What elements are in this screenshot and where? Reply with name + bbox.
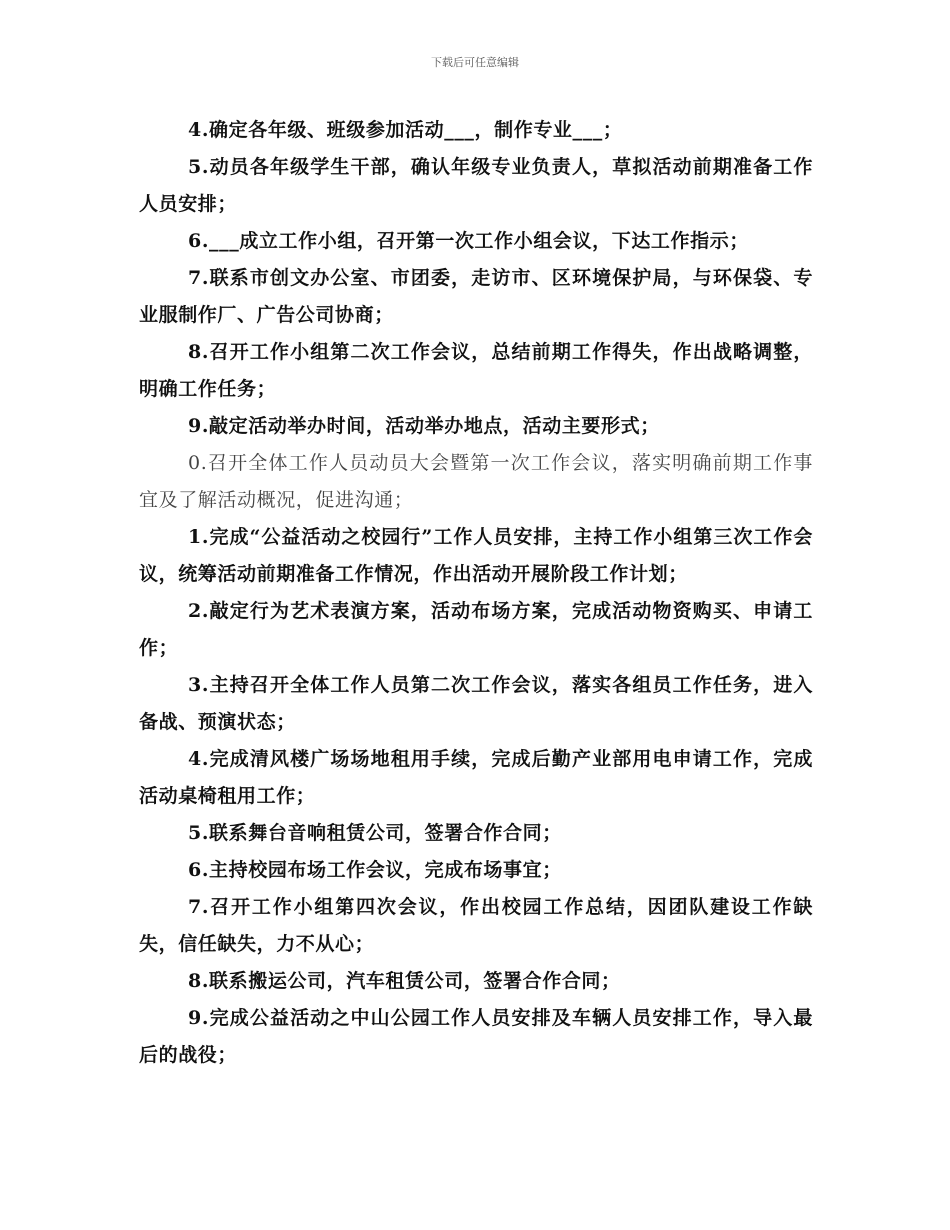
paragraph: 4.完成清风楼广场场地租用手续，完成后勤产业部用电申请工作，完成活动桌椅租用工作； [139, 748, 813, 807]
paragraph: 4.确定各年级、班级参加活动___，制作专业___； [188, 119, 623, 141]
paragraph: 9.敲定活动举办时间，活动举办地点，活动主要形式； [188, 415, 660, 437]
paragraph: 8.召开工作小组第二次工作会议，总结前期工作得失，作出战略调整，明确工作任务； [139, 341, 813, 400]
paragraph: 7.召开工作小组第四次会议，作出校园工作总结，因团队建设工作缺失，信任缺失，力不从心； [139, 896, 813, 955]
paragraph: 7.联系市创文办公室、市团委，走访市、区环境保护局，与环保袋、专业服制作厂、广告公司协商； [139, 267, 813, 326]
paragraph: 1.完成“公益活动之校园行”工作人员安排，主持工作小组第三次工作会议，统筹活动前期准备工作情况，作出活动开展阶段工作计划； [139, 526, 813, 585]
paragraph: 2.敲定行为艺术表演方案，活动布场方案，完成活动物资购买、申请工作； [139, 600, 813, 659]
paragraph: 5.动员各年级学生干部，确认年级专业负责人，草拟活动前期准备工作人员安排； [139, 156, 813, 215]
paragraph: 9.完成公益活动之中山公园工作人员安排及车辆人员安排工作，导入最后的战役； [139, 1007, 813, 1066]
paragraph: 0.召开全体工作人员动员大会暨第一次工作会议，落实明确前期工作事宜及了解活动概况，促进沟通； [139, 452, 813, 511]
paragraph: 8.联系搬运公司，汽车租赁公司，签署合作合同； [188, 970, 621, 992]
page-header: 下载后可任意编辑 [431, 56, 519, 69]
paragraph: 6.___成立工作小组，召开第一次工作小组会议，下达工作指示； [188, 230, 749, 252]
paragraph: 5.联系舞台音响租赁公司，签署合作合同； [188, 822, 562, 844]
paragraph: 6.主持校园布场工作会议，完成布场事宜； [188, 859, 562, 881]
paragraph: 3.主持召开全体工作人员第二次工作会议，落实各组员工作任务，进入备战、预演状态； [139, 674, 813, 733]
document-body [139, 112, 813, 1074]
